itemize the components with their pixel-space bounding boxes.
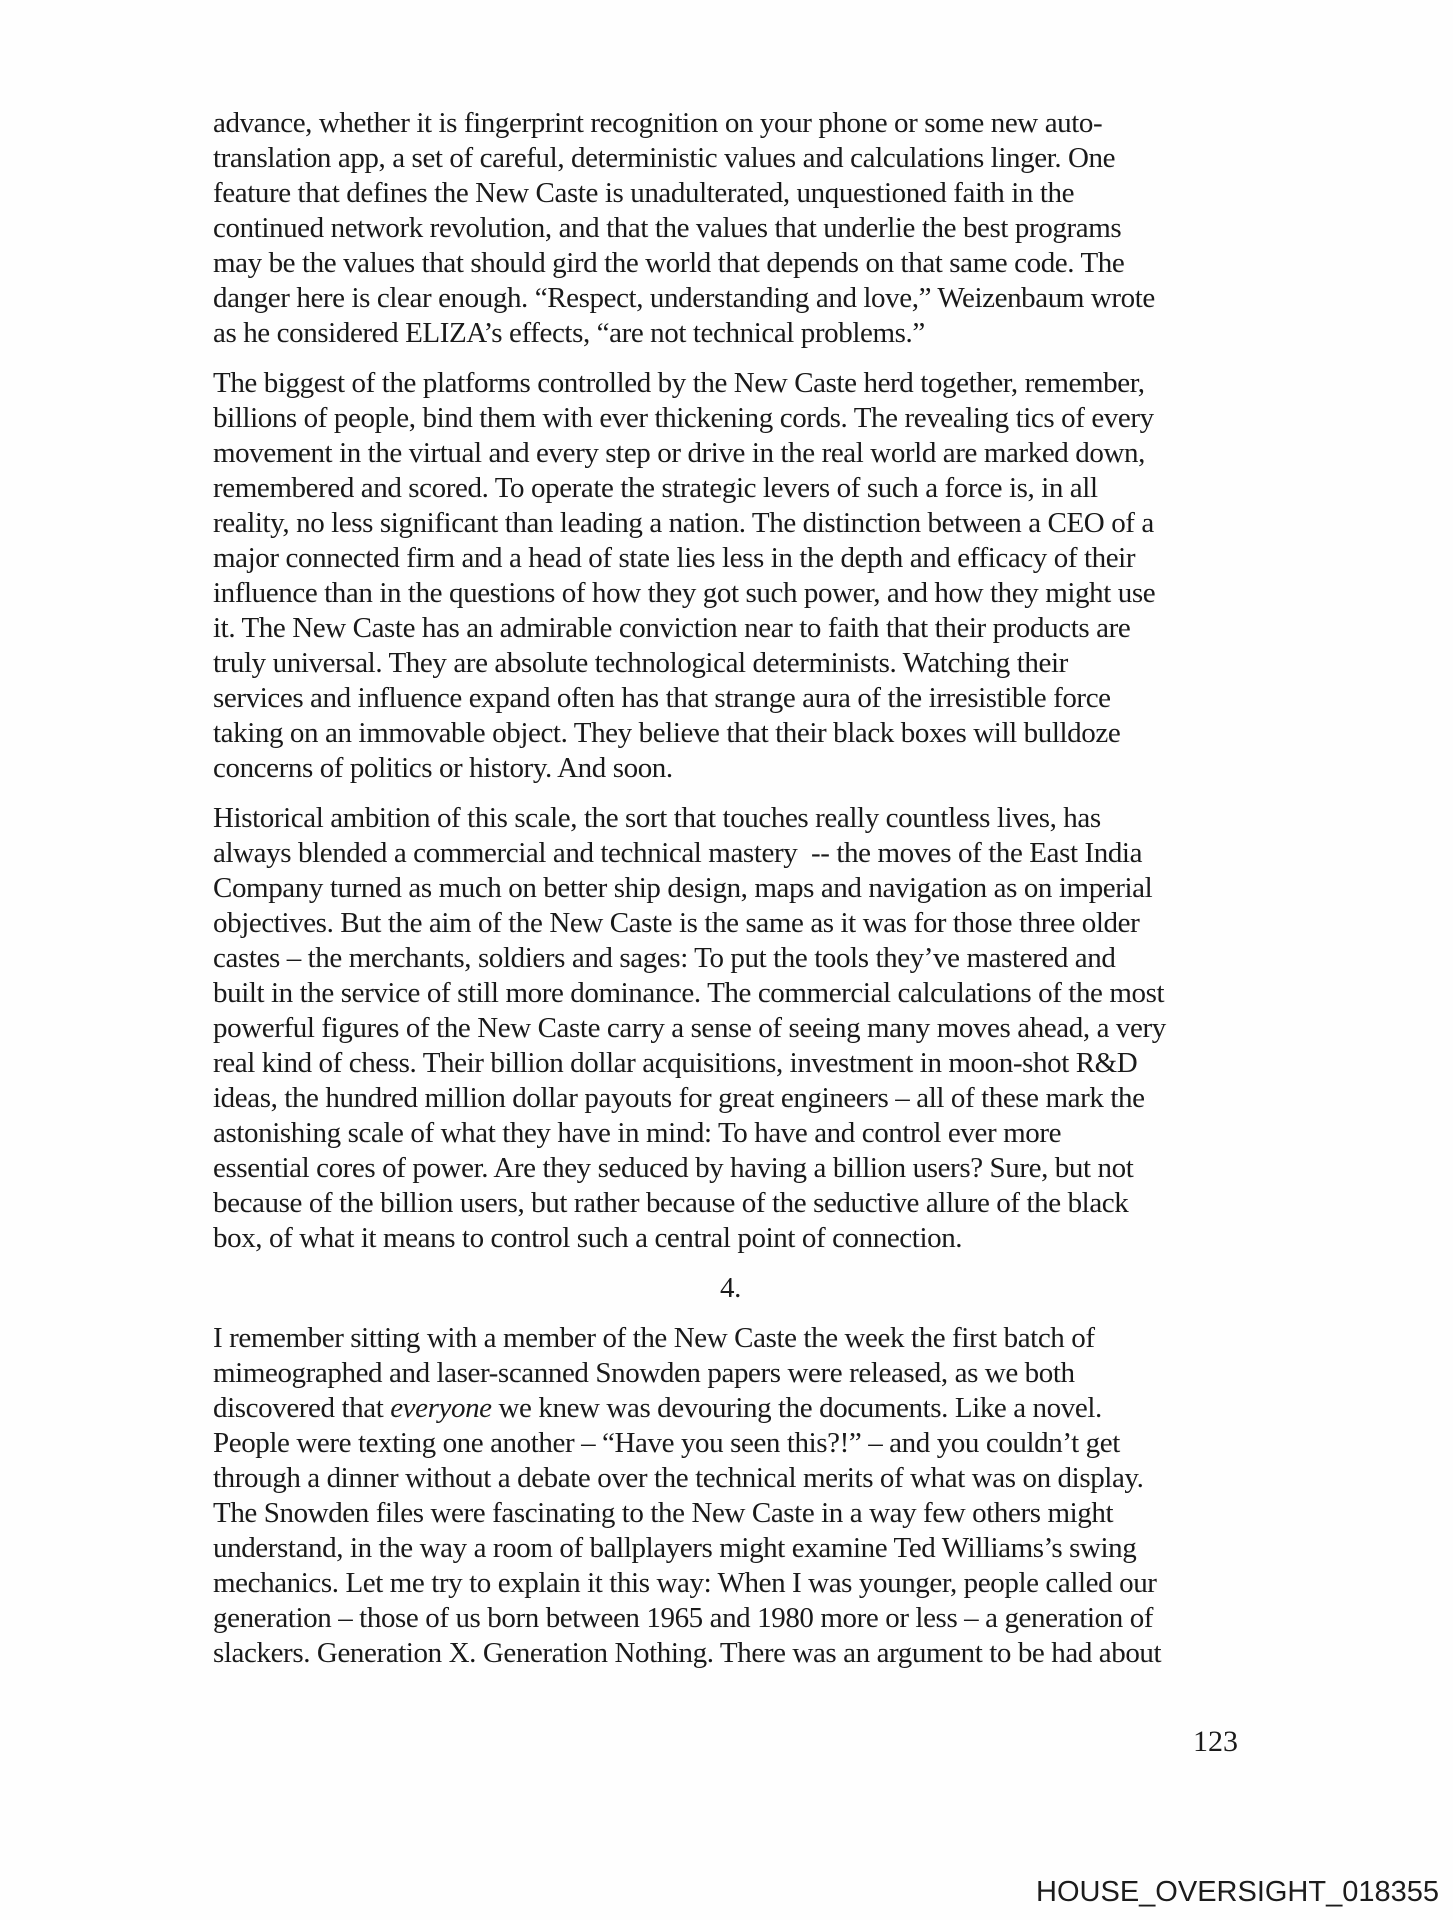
text-line: feature that defines the New Caste is unadulterated, unquestioned faith in the — [213, 177, 1075, 209]
text-line: understand, in the way a room of ballplayers might examine Ted Williams’s swing — [213, 1532, 1137, 1564]
body-text — [213, 106, 1248, 1686]
text-line: 4. — [720, 1272, 741, 1304]
text-line: reality, no less significant than leading a nation. The distinction between a CEO of a — [213, 507, 1154, 539]
text-line: danger here is clear enough. “Respect, understanding and love,” Weizenbaum wrote — [213, 282, 1155, 314]
text-line: it. The New Caste has an admirable conviction near to faith that their products are — [213, 612, 1131, 644]
text-line: mimeographed and laser-scanned Snowden papers were released, as we both — [213, 1357, 1075, 1389]
text-line: built in the service of still more dominance. The commercial calculations of the most — [213, 977, 1165, 1009]
paragraph — [213, 106, 1248, 351]
text-line: generation – those of us born between 1965 and 1980 more or less – a generation of — [213, 1602, 1154, 1634]
text-line: ideas, the hundred million dollar payouts for great engineers – all of these mark the — [213, 1082, 1145, 1114]
text-line: billions of people, bind them with ever thickening cords. The revealing tics of every — [213, 402, 1154, 434]
text-line: astonishing scale of what they have in mind: To have and control ever more — [213, 1117, 1062, 1149]
text-segment: we knew was devouring the documents. Like a novel. — [491, 1392, 1102, 1424]
text-segment: discovered that — [213, 1392, 391, 1424]
text-line: services and influence expand often has that strange aura of the irresistible force — [213, 682, 1111, 714]
text-line: continued network revolution, and that the values that underlie the best programs — [213, 212, 1122, 244]
text-line: advance, whether it is fingerprint recognition on your phone or some new auto- — [213, 107, 1103, 139]
text-line: The biggest of the platforms controlled by the New Caste herd together, remember, — [213, 367, 1145, 399]
text-line: as he considered ELIZA’s effects, “are not technical problems.” — [213, 317, 925, 349]
footer-stamp: HOUSE_OVERSIGHT_018355 — [1036, 1876, 1439, 1908]
text-line: always blended a commercial and technical mastery -- the moves of the East India — [213, 837, 1143, 869]
text-line: mechanics. Let me try to explain it this way: When I was younger, people called our — [213, 1567, 1157, 1599]
text-line: box, of what it means to control such a central point of connection. — [213, 1222, 963, 1254]
text-line: People were texting one another – “Have you seen this?!” – and you couldn’t get — [213, 1427, 1120, 1459]
paragraph — [213, 801, 1248, 1256]
text-line: slackers. Generation X. Generation Nothing. There was an argument to be had about — [213, 1637, 1162, 1669]
section-heading — [213, 1271, 1248, 1306]
text-line: may be the values that should gird the world that depends on that same code. The — [213, 247, 1125, 279]
text-line: I remember sitting with a member of the New Caste the week the first batch of — [213, 1322, 1095, 1354]
text-line: through a dinner without a debate over the technical merits of what was on display. — [213, 1462, 1144, 1494]
text-line: taking on an immovable object. They believe that their black boxes will bulldoze — [213, 717, 1121, 749]
text-line: movement in the virtual and every step or drive in the real world are marked down, — [213, 437, 1145, 469]
text-line: translation app, a set of careful, deterministic values and calculations linger. One — [213, 142, 1116, 174]
page-number: 123 — [1193, 1725, 1238, 1758]
text-line: real kind of chess. Their billion dollar acquisitions, investment in moon-shot R&D — [213, 1047, 1138, 1079]
text-line: concerns of politics or history. And soon. — [213, 752, 673, 784]
paragraph — [213, 1321, 1248, 1671]
text-line — [213, 1391, 1248, 1426]
text-line: powerful figures of the New Caste carry a sense of seeing many moves ahead, a very — [213, 1012, 1166, 1044]
text-line: The Snowden files were fascinating to the New Caste in a way few others might — [213, 1497, 1114, 1529]
text-line: objectives. But the aim of the New Caste is the same as it was for those three older — [213, 907, 1140, 939]
text-line: castes – the merchants, soldiers and sages: To put the tools they’ve mastered and — [213, 942, 1116, 974]
paragraph — [213, 366, 1248, 786]
text-line: Historical ambition of this scale, the sort that touches really countless lives, has — [213, 802, 1101, 834]
text-line: because of the billion users, but rather because of the seductive allure of the black — [213, 1187, 1129, 1219]
text-line: major connected firm and a head of state lies less in the depth and efficacy of their — [213, 542, 1136, 574]
text-line: influence than in the questions of how they got such power, and how they might use — [213, 577, 1156, 609]
text-line: Company turned as much on better ship design, maps and navigation as on imperial — [213, 872, 1153, 904]
text-line: remembered and scored. To operate the strategic levers of such a force is, in all — [213, 472, 1098, 504]
text-line: essential cores of power. Are they seduced by having a billion users? Sure, but not — [213, 1152, 1134, 1184]
emphasized-text: everyone — [390, 1392, 492, 1424]
text-line: truly universal. They are absolute technological determinists. Watching their — [213, 647, 1068, 679]
